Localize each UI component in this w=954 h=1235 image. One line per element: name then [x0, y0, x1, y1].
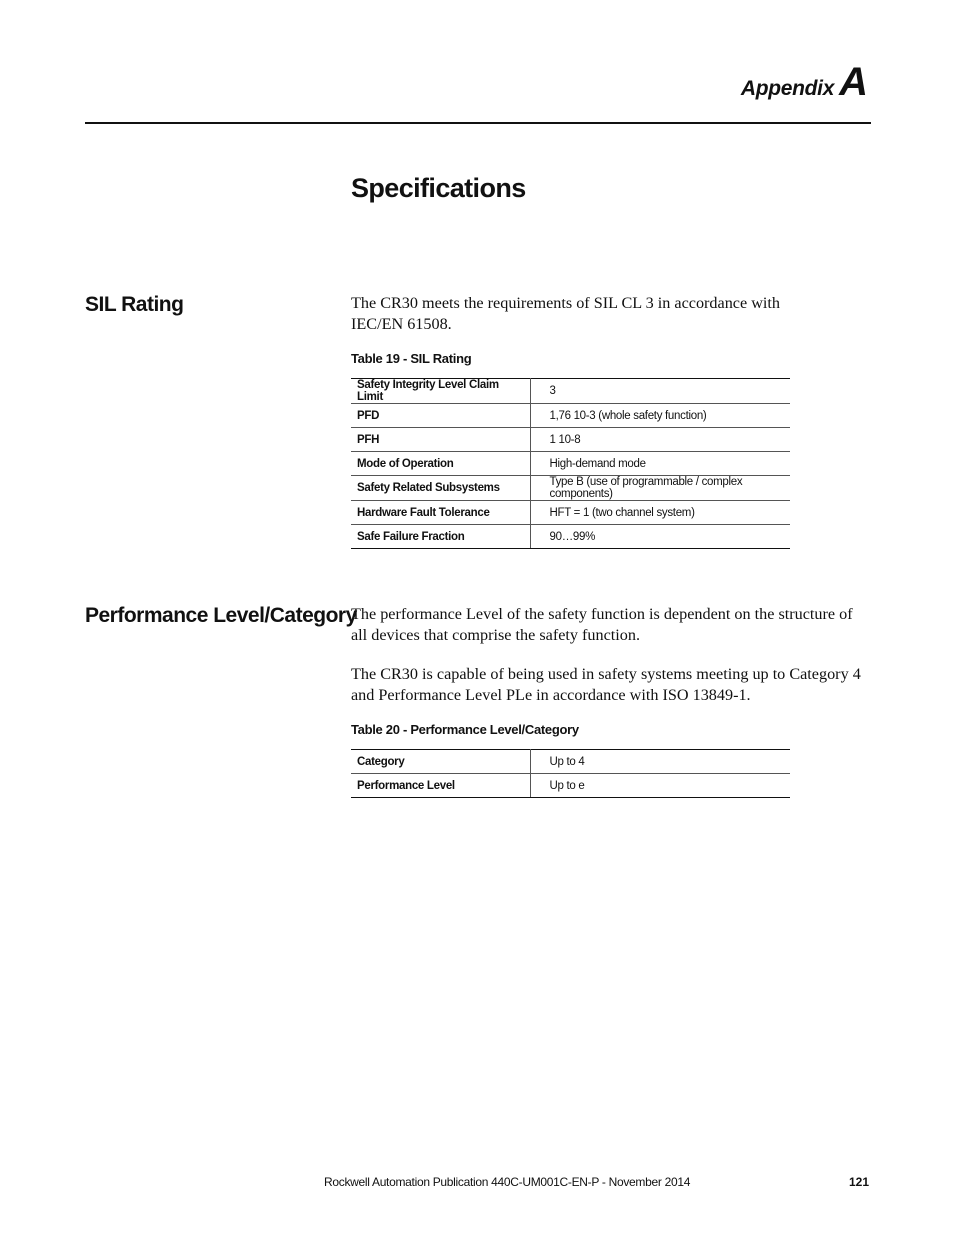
row-label: Safety Related Subsystems — [351, 476, 530, 501]
sil-rating-heading: SIL Rating — [85, 293, 184, 316]
row-value: Up to e — [530, 774, 790, 798]
row-value: Up to 4 — [530, 750, 790, 774]
table-row — [351, 404, 790, 428]
table-row — [351, 452, 790, 476]
row-label: Performance Level — [351, 774, 530, 798]
performance-level-table — [351, 749, 790, 798]
appendix-header — [741, 62, 868, 102]
page-title: Specifications — [351, 173, 526, 203]
appendix-label: Appendix — [740, 77, 835, 100]
row-label: Mode of Operation — [351, 452, 530, 476]
table-row — [351, 501, 790, 525]
row-label: Hardware Fault Tolerance — [351, 501, 530, 525]
row-label: Safe Failure Fraction — [351, 525, 530, 549]
appendix-letter: A — [839, 60, 868, 104]
sil-rating-table — [351, 378, 790, 549]
row-label: PFH — [351, 428, 530, 452]
footer-publication: Rockwell Automation Publication 440C-UM001C-EN-P - November 2014 — [324, 1175, 691, 1189]
performance-level-paragraph-2: The CR30 is capable of being used in safety systems meeting up to Category 4 and Performance Level PLe in accordance with ISO 13849-1. — [351, 665, 861, 704]
row-value: 3 — [530, 379, 790, 404]
pl-table-caption: Table 20 - Performance Level/Category — [351, 722, 579, 737]
performance-level-heading: Performance Level/Category — [85, 604, 357, 627]
table-row — [351, 428, 790, 452]
row-label: Category — [351, 750, 530, 774]
sil-table-caption: Table 19 - SIL Rating — [351, 351, 472, 366]
row-value: HFT = 1 (two channel system) — [530, 501, 790, 525]
row-value: High-demand mode — [530, 452, 790, 476]
table-row — [351, 379, 790, 404]
row-value: Type B (use of programmable / complex components) — [530, 476, 790, 501]
table-row — [351, 774, 790, 798]
row-value: 1 10-8 — [530, 428, 790, 452]
page-number: 121 — [848, 1175, 869, 1189]
header-divider — [85, 122, 871, 124]
row-label: Safety Integrity Level Claim Limit — [351, 379, 530, 404]
row-value: 90…99% — [530, 525, 790, 549]
row-value: 1,76 10-3 (whole safety function) — [530, 404, 790, 428]
performance-level-paragraph-1: The performance Level of the safety function is dependent on the structure of all devices that comprise the safety function. — [351, 605, 853, 644]
table-row — [351, 476, 790, 501]
row-label: PFD — [351, 404, 530, 428]
table-row — [351, 525, 790, 549]
sil-rating-paragraph: The CR30 meets the requirements of SIL CL 3 in accordance with IEC/EN 61508. — [351, 294, 780, 333]
table-row — [351, 750, 790, 774]
